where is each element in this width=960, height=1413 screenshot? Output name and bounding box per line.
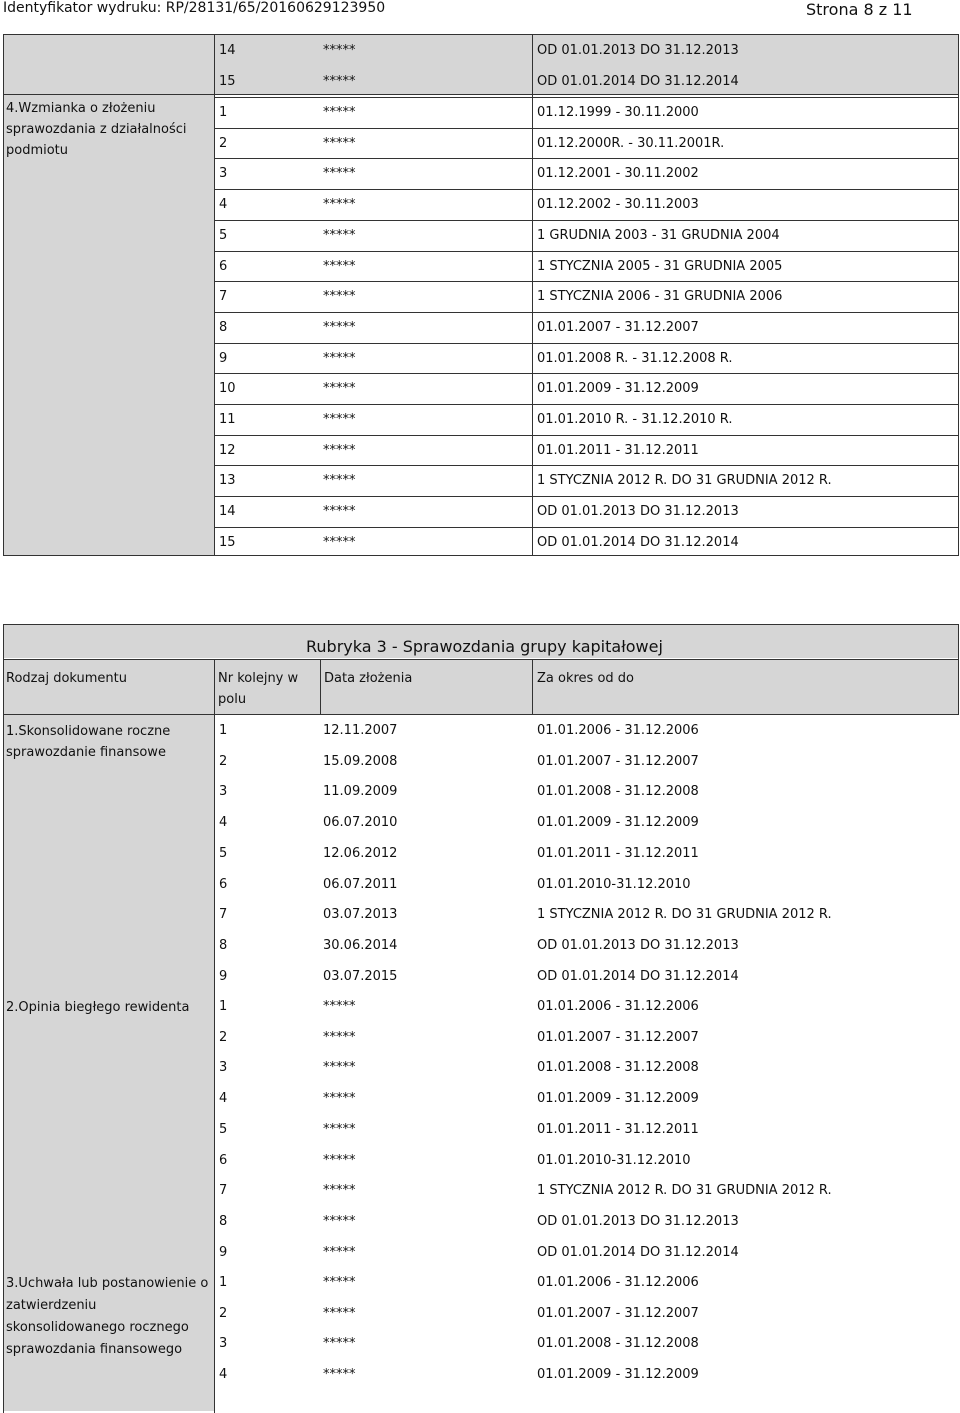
row-nr: 3 [219,166,228,182]
row-nr: 6 [219,876,228,892]
row-nr: 6 [219,258,228,274]
row-range: 01.01.2007 - 31.12.2007 [537,1305,699,1321]
row-range: 01.01.2011 - 31.12.2011 [537,1121,699,1137]
row-nr: 2 [219,1305,228,1321]
row-divider [215,220,958,221]
border [3,624,4,1413]
row-date: ***** [323,289,356,305]
row-date: 03.07.2013 [323,907,398,923]
border [214,34,215,556]
border [214,659,215,1413]
row-range: OD 01.01.2013 DO 31.12.2013 [537,937,739,953]
row-date: ***** [323,381,356,397]
row-date: ***** [323,105,356,120]
row-nr: 4 [219,197,228,213]
row-divider [215,189,958,190]
group2-label-line1: 2.Opinia biegłego rewidenta [6,1000,190,1015]
row-date: ***** [323,1275,356,1290]
row-range: 01.01.2009 - 31.12.2009 [537,1091,699,1107]
row-date: ***** [323,197,356,213]
row-date: ***** [323,319,356,335]
row-range: 1 STYCZNIA 2012 R. DO 31 GRUDNIA 2012 R. [537,907,832,923]
row-date: ***** [323,473,356,489]
row-range: 01.12.1999 - 30.11.2000 [537,105,699,120]
row-date: ***** [323,1305,356,1321]
row-nr: 1 [219,999,228,1014]
row-nr: 8 [219,937,228,953]
row-nr: 3 [219,784,228,800]
row-range: OD 01.01.2013 DO 31.12.2013 [537,1213,739,1229]
row-range: 01.01.2007 - 31.12.2007 [537,319,699,335]
row-range: 01.01.2006 - 31.12.2006 [537,1275,699,1290]
row-range: OD 01.01.2014 DO 31.12.2014 [537,534,739,550]
border [958,624,959,715]
row-divider [215,312,958,313]
row-date: ***** [323,1213,356,1229]
border [3,659,959,660]
row-date: ***** [323,1029,356,1045]
row-nr: 1 [219,105,228,120]
col-header-range: Za okres od do [537,671,634,686]
row-range: 01.01.2010-31.12.2010 [537,876,691,892]
row-range: 01.12.2002 - 30.11.2003 [537,197,699,213]
row-nr: 7 [219,907,228,923]
row-nr: 7 [219,289,228,305]
row-date: ***** [323,504,356,520]
row-range: 01.12.2001 - 30.11.2002 [537,166,699,182]
row-divider [215,373,958,374]
row-range: 01.01.2010-31.12.2010 [537,1152,691,1168]
row-nr: 9 [219,1244,228,1260]
row-range: 01.01.2008 R. - 31.12.2008 R. [537,350,733,366]
row-date: ***** [323,43,356,58]
group1-label-line1: 1.Skonsolidowane roczne [6,724,171,739]
group4-label-line1: 4.Wzmianka o złożeniu [6,101,156,116]
row-date: 06.07.2011 [323,876,398,892]
row-nr: 6 [219,1152,228,1168]
row-date: ***** [323,1060,356,1076]
group3-label-line1: 3.Uchwała lub postanowienie o [6,1276,209,1291]
row-range: OD 01.01.2014 DO 31.12.2014 [537,968,739,984]
row-range: 01.12.2000R. - 30.11.2001R. [537,135,725,151]
row-range: 01.01.2006 - 31.12.2006 [537,999,699,1014]
row-divider [215,251,958,252]
group1-label-line2: sprawozdanie finansowe [6,745,166,760]
row-date: ***** [323,1183,356,1199]
row-range: 1 STYCZNIA 2012 R. DO 31 GRUDNIA 2012 R. [537,1183,832,1199]
row-range: 1 STYCZNIA 2005 - 31 GRUDNIA 2005 [537,258,783,274]
border [3,714,959,715]
row-date: 06.07.2010 [323,815,398,831]
row-date: ***** [323,534,356,550]
row-date: ***** [323,166,356,182]
row-nr: 5 [219,1121,228,1137]
row-nr: 15 [219,74,236,89]
col-header-nr-line1: Nr kolejny w [218,671,299,686]
col-header-date: Data złożenia [324,671,413,686]
border [3,555,959,556]
row-divider [215,404,958,405]
row-range: 01.01.2006 - 31.12.2006 [537,723,699,738]
border [3,34,4,556]
row-range: OD 01.01.2014 DO 31.12.2014 [537,1244,739,1260]
row-divider [215,527,958,528]
row-date: ***** [323,135,356,151]
row-nr: 15 [219,534,236,550]
row-nr: 3 [219,1060,228,1076]
row-range: 01.01.2009 - 31.12.2009 [537,381,699,397]
row-divider [215,465,958,466]
row-date: ***** [323,227,356,243]
row-date: 11.09.2009 [323,784,398,800]
border [532,34,533,556]
row-range: 01.01.2009 - 31.12.2009 [537,1367,699,1383]
row-nr: 2 [219,135,228,151]
row-nr: 9 [219,350,228,366]
row-date: 03.07.2015 [323,968,398,984]
row-date: ***** [323,350,356,366]
row-range: 01.01.2007 - 31.12.2007 [537,1029,699,1045]
row-divider [215,343,958,344]
border [958,34,959,556]
row-range: 01.01.2011 - 31.12.2011 [537,442,699,458]
row-divider [215,158,958,159]
row-divider [215,435,958,436]
row-nr: 1 [219,723,228,738]
row-date: ***** [323,412,356,427]
row-nr: 8 [219,1213,228,1229]
row-date: ***** [323,1091,356,1107]
page-number: Strona 8 z 11 [806,0,913,19]
group4-label-line2: sprawozdania z działalności [6,122,187,137]
row-range: 1 GRUDNIA 2003 - 31 GRUDNIA 2004 [537,227,780,243]
row-nr: 14 [219,43,236,58]
row-date: ***** [323,1121,356,1137]
border [532,659,533,715]
row-range: 01.01.2008 - 31.12.2008 [537,1060,699,1076]
row-nr: 3 [219,1336,228,1352]
col-header-doc: Rodzaj dokumentu [6,671,127,686]
row-nr: 7 [219,1183,228,1199]
row-nr: 5 [219,227,228,243]
row-date: 12.11.2007 [323,723,398,738]
row-nr: 1 [219,1275,228,1290]
row-date: ***** [323,1336,356,1352]
row-date: 12.06.2012 [323,845,398,861]
row-range: 01.01.2010 R. - 31.12.2010 R. [537,412,733,427]
group3-label-line2: zatwierdzeniu [6,1298,97,1313]
col-header-nr-line2: polu [218,692,247,707]
row-range: 1 STYCZNIA 2012 R. DO 31 GRUDNIA 2012 R. [537,473,832,489]
row-nr: 4 [219,1091,228,1107]
row-range: 01.01.2008 - 31.12.2008 [537,1336,699,1352]
row-divider [215,281,958,282]
group4-label-line3: podmiotu [6,143,69,158]
group3-label-line3: skonsolidowanego rocznego [6,1320,189,1335]
row-date: ***** [323,1244,356,1260]
border [3,94,959,95]
row-range: OD 01.01.2013 DO 31.12.2013 [537,504,739,520]
row-date: 30.06.2014 [323,937,398,953]
print-identifier: Identyfikator wydruku: RP/28131/65/20160629123950 [3,0,386,16]
row-range: 01.01.2008 - 31.12.2008 [537,784,699,800]
row-range: 1 STYCZNIA 2006 - 31 GRUDNIA 2006 [537,289,783,305]
row-date: ***** [323,999,356,1014]
row-nr: 10 [219,381,236,397]
row-date: ***** [323,1367,356,1383]
row-date: ***** [323,258,356,274]
row-nr: 14 [219,504,236,520]
row-range: OD 01.01.2014 DO 31.12.2014 [537,74,739,89]
row-divider [215,97,958,98]
border [3,34,959,35]
row-nr: 4 [219,815,228,831]
row-nr: 4 [219,1367,228,1383]
border [3,624,959,625]
row-date: ***** [323,1152,356,1168]
row-nr: 2 [219,1029,228,1045]
row-divider [215,496,958,497]
row-nr: 11 [219,412,236,427]
row-date: 15.09.2008 [323,753,398,769]
group3-label-line4: sprawozdania finansowego [6,1342,183,1357]
row-nr: 13 [219,473,236,489]
row-nr: 8 [219,319,228,335]
section-title: Rubryka 3 - Sprawozdania grupy kapitałowej [306,637,663,656]
row-nr: 9 [219,968,228,984]
row-divider [215,128,958,129]
row-range: 01.01.2011 - 31.12.2011 [537,845,699,861]
row-nr: 5 [219,845,228,861]
row-date: ***** [323,442,356,458]
row-range: OD 01.01.2013 DO 31.12.2013 [537,43,739,58]
row-range: 01.01.2007 - 31.12.2007 [537,753,699,769]
row-date: ***** [323,74,356,89]
row-nr: 12 [219,442,236,458]
row-range: 01.01.2009 - 31.12.2009 [537,815,699,831]
row-nr: 2 [219,753,228,769]
border [320,659,321,715]
